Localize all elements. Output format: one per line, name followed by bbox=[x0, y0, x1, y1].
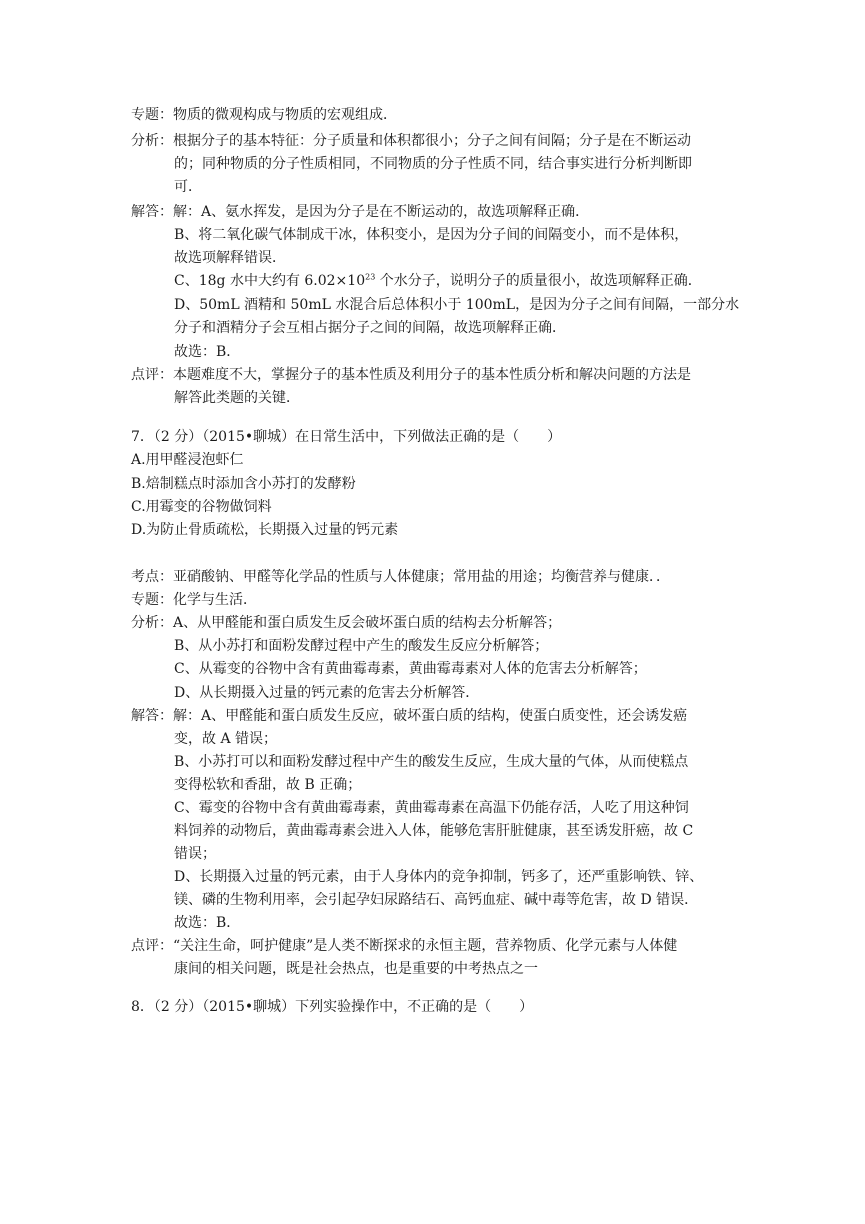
q7-answer-line-3: B、小苏打可以和面粉发酵过程中产生的酸发生反应，生成大量的气体，从而使糕点 bbox=[174, 754, 689, 770]
q6-answer-line-3: 故选项解释错误． bbox=[174, 250, 286, 266]
q7-comment-line-2: 康间的相关问题，既是社会热点，也是重要的中考热点之一 bbox=[174, 961, 538, 977]
q7-analysis-line-4: D、从长期摄入过量的钙元素的危害去分析解答． bbox=[174, 685, 480, 701]
q6-answer-line-7: 故选：B． bbox=[174, 344, 241, 360]
q7-exam-point: 考点：亚硝酸钠、甲醛等化学品的性质与人体健康；常用盐的用途；均衡营养与健康．． bbox=[131, 569, 670, 585]
q6-comment-line-2: 解答此类题的关键． bbox=[174, 390, 300, 406]
q7-answer-line-9: 镁、磷的生物利用率，会引起孕妇尿路结石、高钙血症、碱中毒等危害，故 D 错误． bbox=[174, 892, 699, 908]
q7-analysis-line-2: B、从小苏打和面粉发酵过程中产生的酸发生反应分析解答； bbox=[174, 638, 549, 654]
q6-topic: 专题：物质的微观构成与物质的宏观组成． bbox=[131, 107, 397, 123]
q7-analysis-line-1: 分析：A、从甲醛能和蛋白质发生反会破坏蛋白质的结构去分析解答； bbox=[131, 615, 562, 631]
q7-option-a: A.用甲醛浸泡虾仁 bbox=[131, 452, 244, 468]
q6-answer-line-4-post: 个水分子，说明分子的质量很小，故选项解释正确． bbox=[375, 273, 702, 289]
q7-answer-line-10: 故选：B． bbox=[174, 915, 241, 931]
q6-answer-line-1: 解答：解：A、氨水挥发，是因为分子是在不断运动的，故选项解释正确． bbox=[131, 204, 590, 220]
q6-answer-line-5: D、50mL 酒精和 50mL 水混合后总体积小于 100mL，是因为分子之间有间隔，一部分水 bbox=[174, 297, 740, 313]
q7-option-d: D.为防止骨质疏松，长期摄入过量的钙元素 bbox=[131, 522, 399, 538]
q7-option-b: B.焙制糕点时添加含小苏打的发酵粉 bbox=[131, 476, 356, 492]
q7-option-c: C.用霉变的谷物做饲料 bbox=[131, 499, 272, 515]
q7-analysis-line-3: C、从霉变的谷物中含有黄曲霉毒素，黄曲霉毒素对人体的危害去分析解答； bbox=[174, 661, 647, 677]
q7-answer-line-6: 料饲养的动物后，黄曲霉毒素会进入人体，能够危害肝脏健康，甚至诱发肝癌，故 C bbox=[174, 823, 694, 839]
q7-comment-line-1: 点评：“关注生命，呵护健康”是人类不断探求的永恒主题，营养物质、化学元素与人体健 bbox=[131, 938, 678, 954]
q7-topic: 专题：化学与生活． bbox=[131, 592, 257, 608]
q6-analysis-line-3: 可． bbox=[174, 179, 202, 195]
q7-answer-line-7: 错误； bbox=[174, 846, 216, 862]
q6-analysis-line-2: 的；同种物质的分子性质相同，不同物质的分子性质不同，结合事实进行分析判断即 bbox=[174, 156, 692, 172]
q6-answer-line-4 bbox=[174, 270, 702, 292]
q6-answer-line-6: 分子和酒精分子会互相占据分子之间的间隔，故选项解释正确． bbox=[174, 320, 566, 336]
q6-answer-line-4-pre: C、18g 水中大约有 6.02×10 bbox=[174, 273, 366, 289]
q6-analysis-line-1: 分析：根据分子的基本特征：分子质量和体积都很小；分子之间有间隔；分子是在不断运动 bbox=[131, 133, 691, 149]
q7-answer-line-4: 变得松软和香甜，故 B 正确； bbox=[174, 777, 362, 793]
q7-answer-line-8: D、长期摄入过量的钙元素，由于人身体内的竞争抑制，钙多了，还严重影响铁、锌、 bbox=[174, 869, 704, 885]
q6-answer-line-2: B、将二氧化碳气体制成干冰，体积变小，是因为分子间的间隔变小，而不是体积， bbox=[174, 227, 689, 243]
q7-answer-line-2: 变，故 A 错误； bbox=[174, 731, 278, 747]
q6-comment-line-1: 点评：本题难度不大，掌握分子的基本性质及利用分子的基本性质分析和解决问题的方法是 bbox=[131, 367, 691, 383]
q8-stem: 8．（2 分）（2015•聊城）下列实验操作中，不正确的是（ ） bbox=[131, 999, 534, 1015]
q7-answer-line-1: 解答：解：A、甲醛能和蛋白质发生反应，破坏蛋白质的结构，使蛋白质变性，还会诱发癌 bbox=[131, 708, 688, 724]
q6-answer-exponent: 23 bbox=[365, 272, 376, 282]
q7-stem: 7．（2 分）（2015•聊城）在日常生活中，下列做法正确的是（ ） bbox=[131, 429, 562, 445]
q7-answer-line-5: C、霉变的谷物中含有黄曲霉毒素，黄曲霉毒素在高温下仍能存活，人吃了用这种饲 bbox=[174, 800, 689, 816]
